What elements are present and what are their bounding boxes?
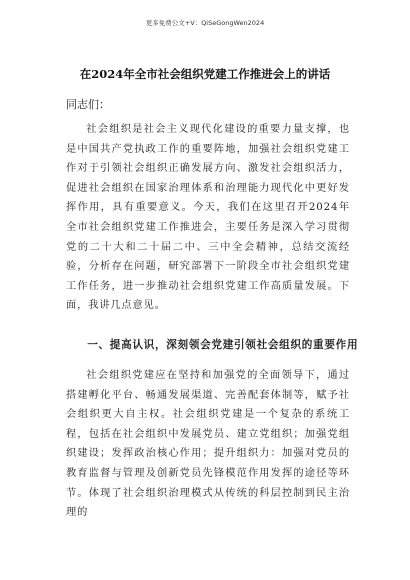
document-title: 在2024年全市社会组织党建工作推进会上的讲话 [79,67,331,81]
page-header: 更多免费公文+V：QiSeGongWen2024 [145,19,265,27]
salutation: 同志们： [66,98,110,111]
body-paragraph-1: 社会组织是社会主义现代化建设的重要力量支撑，也是中国共产党执政工作的重要阵地，加强社会组织党建工作对于引领社会组织正确发展方向、激发社会组织活力，促进社会组织在国家治理体系和治理能力现代化中更好发挥作用，具有重要意义。今天，我们在这里召开2024年全市社会组织党建工作推进会，主要任务是深入学习贯彻党的二十大和二十届二中、三中全会精神，总结交流经验，分析存在问题，研究部署下一阶段全市社会组织党建工作任务，进一步推动社会组织党建工作高质量发展。下面，我讲几点意见。 [66,124,350,312]
section-heading-1: 一、提高认识，深刻领会党建引领社会组织的重要作用 [87,339,359,351]
body-paragraph-2: 社会组织党建应在坚持和加强党的全面领导下，通过搭建孵化平台、畅通发展渠道、完善配套体制等，赋予社会组织更大自主权。社会组织党建是一个复杂的系统工程，包括在社会组织中发展党员、建立党组织；加强党组织建设；发挥政治核心作用；提升组织力：加强对党员的教育监督与管理及创新党员先锋模范作用发挥的途径等环节。体现了社会组织治理模式从传统的科层控制到民主治理的 [66,370,350,519]
